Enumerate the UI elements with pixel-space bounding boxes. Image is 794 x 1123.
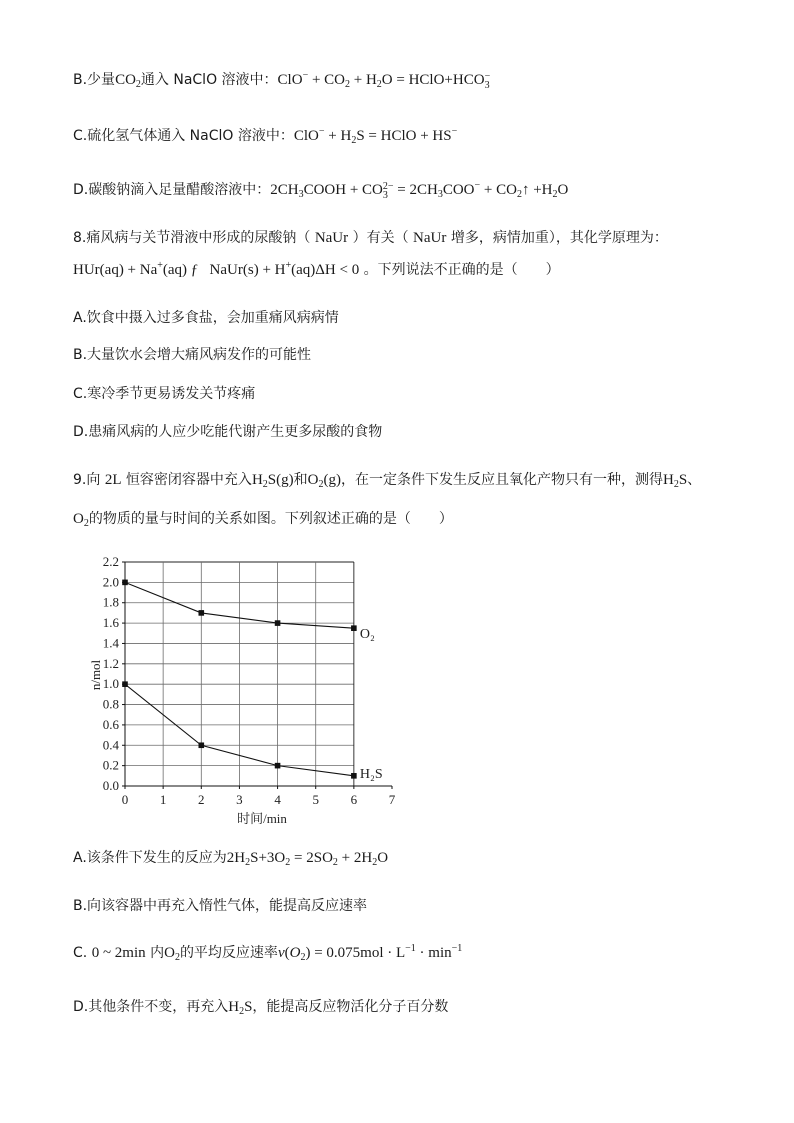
q9-stem-line-1 [73,470,701,490]
italic-symbol: O [289,945,301,961]
text-run: 增多，病情加重），其化学原理为： [446,230,668,246]
subscript: 2 [285,857,291,868]
text-run: ）有关（ [348,230,414,246]
formula-run: S [244,999,253,1015]
data-point-marker [198,742,204,748]
text-run: B.少量 [73,72,116,88]
q8-stem-line-2 [73,260,560,280]
formula-run: NaUr [413,230,447,246]
text-run: C.寒冷季节更易诱发关节疼痛 [73,386,256,402]
x-tick-label: 2 [198,792,205,807]
text-run: 9.向 [73,472,105,488]
q7-option-d [73,180,568,200]
formula-run: = 2SO [290,850,333,866]
q7-option-b [73,70,490,90]
text-run: B.向该容器中再充入惰性气体，能提高反应速率 [73,898,368,914]
data-point-marker [198,610,204,616]
superscript: 2− [382,181,394,192]
formula-run: ) = 0.075mol · L [305,945,406,961]
text-run: 的物质的量与时间的关系如图。下列叙述正确的是（ ） [88,511,453,527]
text-run: D.其他条件不变，再充入 [73,999,229,1015]
q7-option-c [73,126,457,146]
subscript: 2 [552,189,558,200]
q8-option-a [73,308,339,328]
formula-run: O [73,511,84,527]
y-tick-label: 1.4 [102,635,119,651]
q8-option-d [73,422,382,442]
x-tick-label: 5 [312,792,319,807]
formula-run: S = HClO + HS [356,128,452,144]
series-label: H₂S [359,766,383,782]
y-tick-label: 2.2 [102,554,119,569]
text-run: B.大量饮水会增大痛风病发作的可能性 [73,347,312,363]
superscript: + [285,260,292,271]
series-label: O₂ [359,627,375,643]
data-point-marker [122,580,128,586]
formula-run: = 2CH [393,182,438,198]
formula-run: ( [284,945,290,961]
superscript: −1 [405,943,416,954]
q9-stem-line-2 [73,509,453,529]
text-run: C. [73,945,92,961]
subscript: 2 [673,479,679,490]
x-tick-label: 1 [159,792,167,807]
text-run: 的平均反应速率 [179,945,278,961]
formula-run: (aq) ƒ NaUr(s) + H [162,262,286,278]
q9-option-c [73,943,462,963]
text-run: 恒容密闭容器中充入 [121,472,252,488]
subscript: 2 [516,189,522,200]
text-run: 内 [145,945,165,961]
text-run: 通入 NaClO 溶液中： [140,72,278,88]
y-axis-label: n/mol [88,659,103,691]
y-tick-label: 0.2 [102,757,119,773]
formula-run: ClO [293,128,319,144]
x-tick-label: 7 [388,792,396,807]
text-run: A.该条件下发生的反应为 [73,850,227,866]
formula-run: CO [115,72,136,88]
subscript: 2 [351,135,357,146]
q9-option-a [73,848,388,868]
y-tick-label: 2.0 [102,574,119,590]
formula-run: + H [350,72,377,88]
x-axis-label: 时间/min [237,811,287,826]
superscript: −1 [451,943,463,954]
q9-option-d [73,997,448,1017]
x-tick-label: 3 [236,792,243,807]
formula-run: 0 ~ 2min [91,945,146,961]
text-run: 。下列说法不正确的是（ ） [359,262,560,278]
y-tick-label: 1.8 [102,594,119,610]
formula-run: S+3O [250,850,286,866]
stacked-script [485,72,491,90]
formula-run: H [251,472,263,488]
data-point-marker [122,681,128,687]
formula-run: + CO [480,182,517,198]
subscript: 2 [135,79,141,90]
text-run: D.碳酸钠滴入足量醋酸溶液中： [73,182,271,198]
subscript: 2 [239,1006,245,1017]
subscript: 3 [382,190,388,201]
data-point-marker [275,763,281,769]
y-tick-label: 1.6 [102,615,119,631]
formula-run: H [662,472,674,488]
subscript: 3 [437,189,443,200]
subscript: 2 [318,479,324,490]
y-tick-label: 0.8 [102,696,119,712]
formula-run: H [228,999,240,1015]
superscript: − [474,180,481,191]
formula-run: COO [442,182,475,198]
subscript: 2 [372,857,378,868]
formula-run: + CO [308,72,345,88]
x-tick-label: 0 [121,792,129,807]
formula-run: COOH + CO [303,182,383,198]
q9-line-chart [80,548,410,833]
superscript: − [451,126,458,137]
subscript: 2 [376,79,382,90]
y-tick-label: 0.4 [102,737,119,753]
y-tick-label: 0.6 [102,716,119,732]
subscript: 2 [245,857,251,868]
formula-run: O [557,182,569,198]
data-point-marker [351,773,357,779]
formula-run: 2CH [270,182,299,198]
formula-run: ↑ +H [521,182,553,198]
y-tick-label: 1.2 [102,655,119,671]
formula-run: + 2H [337,850,373,866]
superscript: + [157,260,163,271]
subscript: 2 [332,857,338,868]
text-run: D.患痛风病的人应少吃能代谢产生更多尿酸的食物 [73,424,383,440]
q8-option-c [73,384,255,404]
subscript: 3 [298,189,304,200]
formula-run: + H [324,128,352,144]
subscript: 2 [300,952,306,963]
subscript: 2 [174,952,180,963]
text-run: 和 [293,472,308,488]
chart-grid [103,554,396,807]
formula-run: S(g) [267,472,294,488]
subscript: 2 [262,479,268,490]
data-point-marker [351,625,357,631]
text-run: C.硫化氢气体通入 NaClO 溶液中： [73,128,294,144]
q8-option-b [73,345,311,365]
formula-run: 2L [104,472,122,488]
formula-run: HUr(aq) + Na [73,262,158,278]
text-run: ，在一定条件下发生反应且氧化产物只有一种，测得 [340,472,663,488]
y-tick-label: 0.0 [102,778,119,793]
x-tick-label: 4 [274,792,281,807]
formula-run: NaUr [314,230,349,246]
text-run: 8.痛风病与关节滑液中形成的尿酸钠（ [73,230,315,246]
x-tick-label: 6 [350,792,358,807]
formula-run: O = HClO+HCO [381,72,485,88]
formula-run: (g) [323,472,341,488]
italic-symbol: v [277,945,285,961]
text-run: ，能提高反应物活化分子百分数 [252,999,449,1015]
formula-run: 2H [226,850,246,866]
chart-series [122,580,382,782]
superscript: − [484,71,491,82]
y-tick-label: 1.0 [102,676,119,692]
formula-run: ClO [277,72,303,88]
superscript: − [302,70,309,81]
superscript: − [318,126,325,137]
formula-run: · min [415,945,452,961]
subscript: 2 [83,518,89,529]
formula-run: O [377,850,389,866]
text-run: A.饮食中摄入过多食盐，会加重痛风病病情 [73,310,339,326]
formula-run: O [307,472,319,488]
formula-run: O [164,945,175,961]
q9-option-b [73,896,367,916]
text-run: 、 [687,472,702,488]
data-point-marker [275,620,281,626]
formula-run: (aq)ΔH < 0 [291,262,360,278]
subscript: 2 [345,79,350,90]
q8-stem-line-1 [73,228,668,248]
subscript: 3 [484,80,490,91]
formula-run: S [678,472,688,488]
stacked-script [383,182,394,200]
